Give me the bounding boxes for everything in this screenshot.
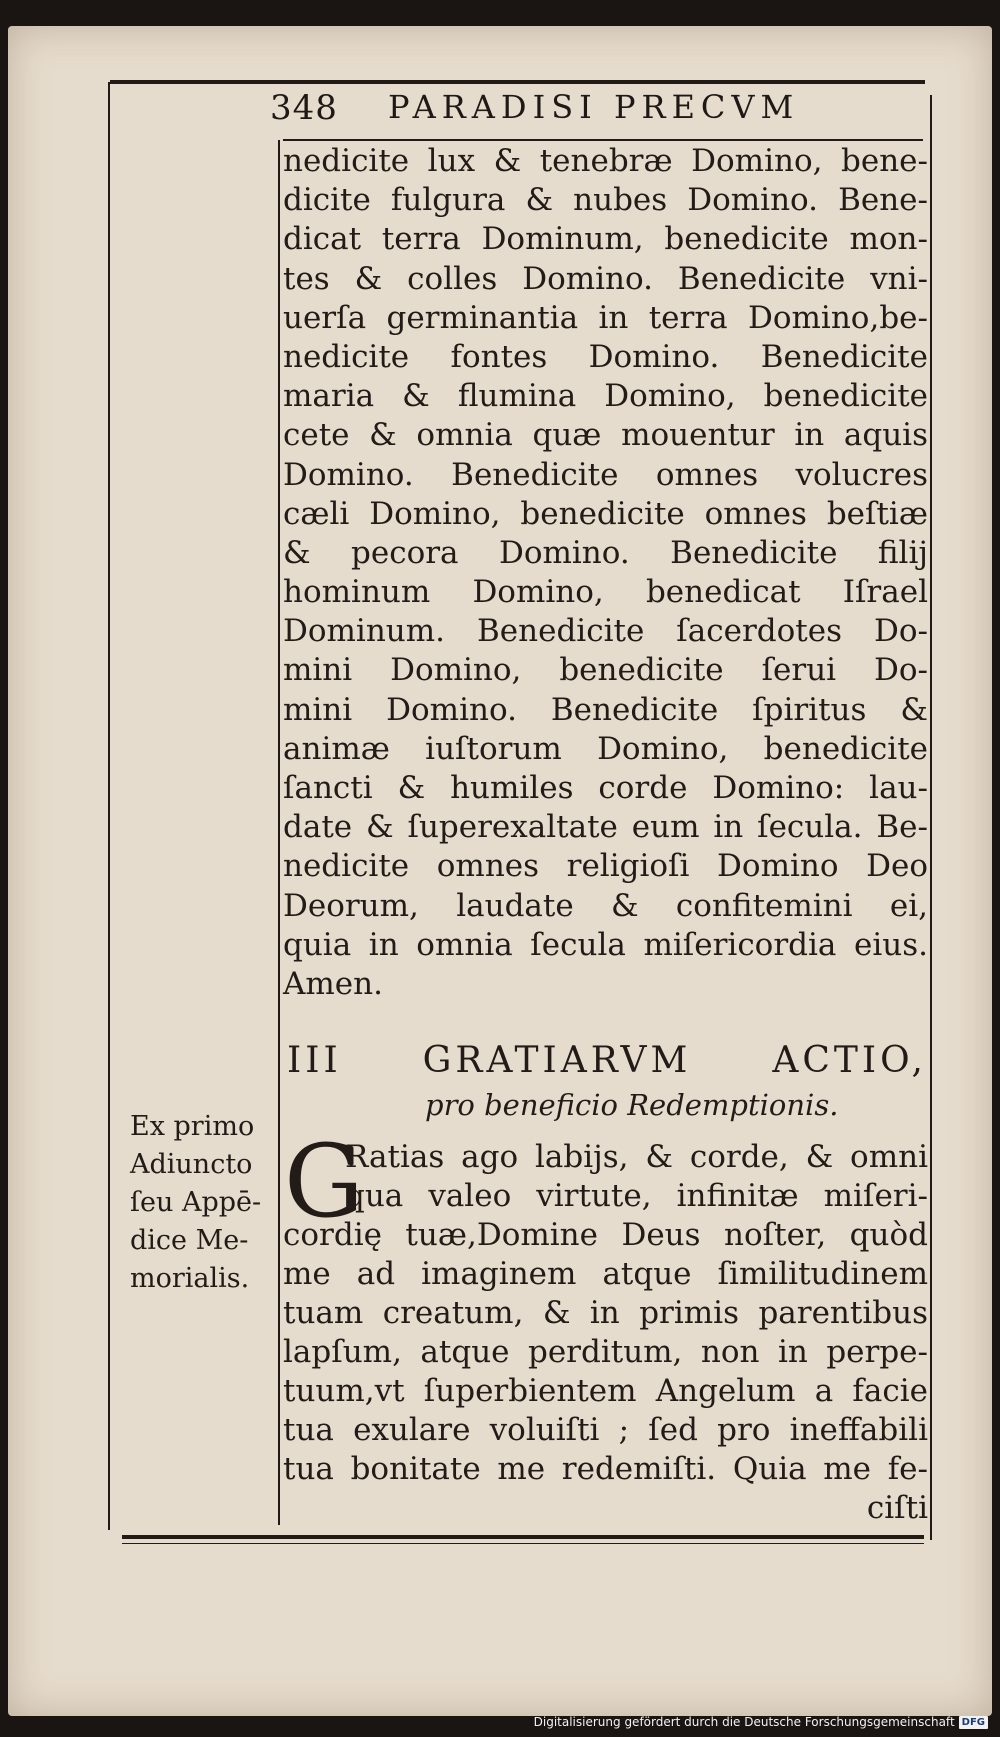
text-line: nedicite lux & tenebræ Domino, bene-	[283, 143, 928, 179]
text-line: ſancti & humiles corde Domino: lau-	[283, 770, 928, 806]
left-frame-line	[108, 82, 110, 1530]
text-line: mini Domino, benedicite ſerui Do-	[283, 652, 928, 689]
text-line: Dominum. Benedicite ſacerdotes Do-	[283, 613, 928, 650]
marginal-note-line: Ex primo	[130, 1111, 255, 1142]
text-line: dicat terra Dominum, benedicite mon-	[283, 221, 928, 258]
text-line: nedicite fontes Domino. Benedicite	[283, 338, 928, 375]
text-line: maria & flumina Domino, benedicite	[283, 378, 928, 415]
section-heading-part: ACTIO,	[772, 1040, 927, 1081]
top-rule	[110, 80, 925, 84]
page-number: 348	[270, 88, 338, 128]
catchword: ciſti	[866, 1490, 928, 1526]
text-line: cæli Domino, benedicite omnes beſtiæ	[283, 495, 928, 532]
section-subtitle: pro beneficio Redemptionis.	[425, 1088, 839, 1122]
text-line: quia in omnia ſecula miſericordia eius.	[283, 926, 928, 963]
marginal-note-line: ſeu Appē-	[130, 1187, 262, 1218]
marginal-note-line: morialis.	[130, 1263, 250, 1294]
drop-cap: G	[284, 1123, 364, 1240]
text-line: tua exulare voluiſti ; ſed pro ineffabili	[283, 1412, 928, 1448]
text-line: cete & omnia quæ mouentur in aquis	[283, 417, 928, 454]
footer-text: Digitalisierung gefördert durch die Deutsche Forschungsgemeinschaft	[533, 1715, 955, 1729]
header-underline	[283, 139, 923, 141]
marginal-note	[130, 1108, 290, 1298]
text-line: Deorum, laudate & confitemini ei,	[283, 887, 928, 924]
section-heading	[287, 1040, 927, 1081]
text-line: Ratias ago labijs, & corde, & omni	[345, 1139, 928, 1175]
text-line: tua bonitate me redemiſti. Quia me fe-	[283, 1451, 928, 1487]
text-line: me ad imaginem atque ſimilitudinem	[283, 1256, 928, 1292]
dfg-logo: DFG	[959, 1716, 988, 1729]
text-line: tuam creatum, & in primis parentibus	[283, 1295, 928, 1331]
text-line: hominum Domino, benedicat Iſrael	[283, 574, 928, 611]
running-head: PARADISI PRECVM	[388, 88, 800, 126]
text-line: nedicite omnes religioſi Domino Deo	[283, 848, 928, 885]
section-heading-part: III	[287, 1040, 342, 1081]
text-line: Domino. Benedicite omnes volucres	[283, 456, 928, 493]
text-line: animæ iuſtorum Domino, benedicite	[283, 730, 928, 767]
bottom-rule	[122, 1535, 924, 1539]
section-heading-part: GRATIARVM	[422, 1040, 692, 1081]
text-line: tes & colles Domino. Benedicite vni-	[283, 260, 928, 297]
text-column-line	[278, 140, 280, 1525]
text-line: & pecora Domino. Benedicite filij	[283, 534, 928, 571]
bottom-rule-thin	[122, 1543, 924, 1544]
prayer-text-block	[283, 1138, 928, 1528]
text-line: dicite fulgura & nubes Domino. Bene-	[283, 182, 928, 219]
digitization-footer	[534, 1715, 988, 1729]
right-frame-line	[930, 95, 932, 1540]
text-line: cordię tuæ,Domine Deus noſter, quòd	[283, 1217, 928, 1253]
text-line: Amen.	[283, 965, 383, 1002]
text-line: uerſa germinantia in terra Domino,be-	[283, 299, 928, 336]
marginal-note-line: Adiuncto	[130, 1149, 253, 1180]
marginal-note-line: dice Me-	[130, 1225, 249, 1256]
text-line: qua valeo virtute, infinitæ miſeri-	[345, 1178, 928, 1214]
text-line: date & ſuperexaltate eum in ſecula. Be-	[283, 809, 928, 846]
main-text-block	[283, 142, 928, 1004]
text-line: tuum,vt ſuperbientem Angelum a facie	[283, 1373, 928, 1409]
text-line: mini Domino. Benedicite ſpiritus &	[283, 691, 928, 728]
text-line: lapſum, atque perditum, non in perpe-	[283, 1334, 928, 1370]
